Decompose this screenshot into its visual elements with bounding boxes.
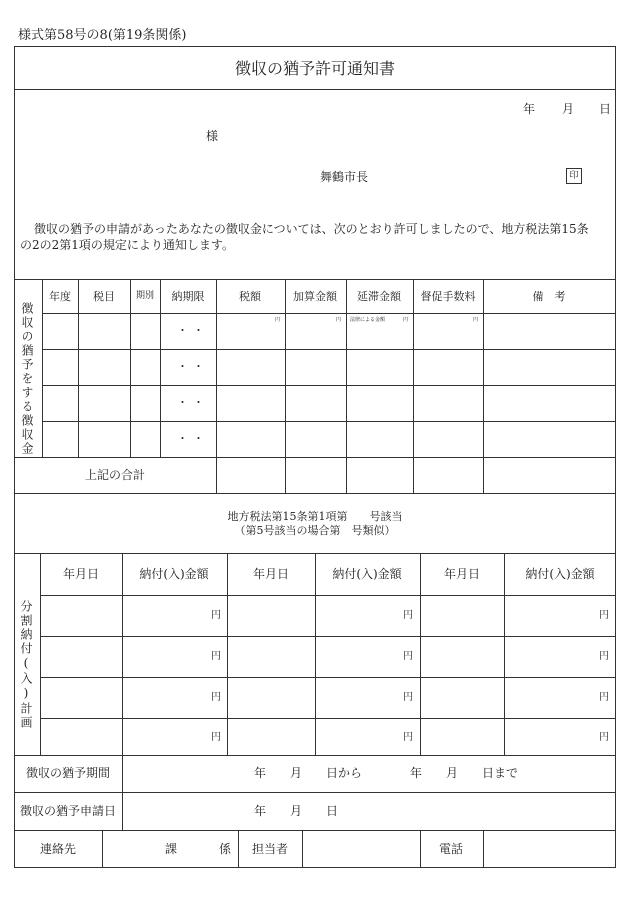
divider	[227, 553, 228, 755]
contact-phone-label: 電話	[438, 842, 464, 856]
table2-header-date-1: 年月日	[62, 567, 100, 581]
due-date-dot: ・	[177, 360, 188, 373]
divider	[130, 279, 131, 457]
divider	[14, 792, 616, 793]
divider	[160, 279, 161, 457]
due-date-dot: ・	[177, 432, 188, 445]
divider	[216, 279, 217, 493]
unit-yen: 円	[403, 692, 413, 703]
due-date-dot: ・	[177, 396, 188, 409]
legal-amount-note: 法律による金額	[350, 317, 386, 323]
contact-label: 連絡先	[39, 842, 77, 856]
unit-yen: 円	[403, 651, 413, 662]
divider	[42, 279, 43, 457]
table1-header-additional-amount: 加算金額	[293, 290, 337, 303]
divider	[14, 830, 616, 831]
divider	[14, 89, 616, 90]
divider	[122, 553, 123, 755]
table1-header-reminder-fee: 督促手数料	[420, 290, 476, 303]
due-date-dot: ・	[193, 396, 204, 409]
divider	[238, 830, 239, 868]
divider	[78, 279, 79, 457]
table2-header-amount-2: 納付(入)金額	[332, 567, 402, 581]
table2-header-amount-1: 納付(入)金額	[139, 567, 209, 581]
divider	[14, 493, 616, 494]
divider	[504, 553, 505, 755]
body-line-1: 徴収の猶予の申請があったあなたの徴収金については、次のとおり許可しましたので、地方税法第15条	[34, 222, 589, 236]
divider	[40, 595, 616, 596]
due-date-dot: ・	[177, 324, 188, 337]
divider	[483, 830, 484, 868]
unit-yen: 円	[402, 317, 408, 323]
law-reference-line-1: 地方税法第15条第1項第 号該当	[227, 510, 403, 523]
divider	[413, 279, 414, 493]
contact-person-label: 担当者	[251, 842, 289, 856]
unit-yen: 円	[403, 732, 413, 743]
table1-header-remarks: 備 考	[532, 290, 566, 303]
table1-header-late-fee: 延滞金額	[357, 290, 401, 303]
application-date-label: 徴収の猶予申請日	[19, 804, 117, 818]
date-month-label: 月	[562, 102, 575, 116]
divider	[420, 830, 421, 868]
divider	[42, 313, 616, 314]
contact-subsection-label: 係	[219, 842, 232, 856]
date-day-label: 日	[599, 102, 612, 116]
contact-section-label: 課	[165, 842, 178, 856]
law-reference-line-2: （第5号該当の場合第 号類似）	[234, 524, 396, 537]
divider	[42, 421, 616, 422]
table1-header-tax-item: 税目	[93, 290, 115, 303]
table1-header-period: 期別	[135, 291, 155, 301]
divider	[483, 279, 484, 493]
table1-header-fiscal-year: 年度	[49, 290, 71, 303]
form-reference: 様式第58号の8(第19条関係)	[18, 28, 187, 43]
divider	[40, 636, 616, 637]
table2-side-label: 分割納付(入)計画	[19, 600, 33, 730]
divider	[14, 279, 616, 280]
grace-period-value: 年 月 日から 年 月 日まで	[254, 766, 519, 780]
divider	[302, 830, 303, 868]
due-date-dot: ・	[193, 324, 204, 337]
body-line-2: の2の2第1項の規定により通知します。	[20, 238, 234, 252]
unit-yen: 円	[211, 732, 221, 743]
divider	[315, 553, 316, 755]
unit-yen: 円	[211, 692, 221, 703]
divider	[102, 830, 103, 868]
unit-yen: 円	[403, 610, 413, 621]
unit-yen: 円	[335, 317, 341, 323]
table2-header-date-3: 年月日	[443, 567, 481, 581]
unit-yen: 円	[599, 610, 609, 621]
divider	[14, 457, 616, 458]
unit-yen: 円	[599, 651, 609, 662]
divider	[420, 553, 421, 755]
application-date-value: 年 月 日	[254, 804, 339, 818]
table1-header-due-date: 納期限	[171, 290, 205, 303]
due-date-dot: ・	[193, 360, 204, 373]
divider	[40, 553, 41, 755]
grace-period-label: 徴収の猶予期間	[25, 766, 111, 780]
unit-yen: 円	[211, 651, 221, 662]
form-title: 徴収の猶予許可通知書	[234, 59, 396, 78]
unit-yen: 円	[599, 692, 609, 703]
unit-yen: 円	[274, 317, 280, 323]
unit-yen: 円	[211, 610, 221, 621]
unit-yen: 円	[599, 732, 609, 743]
divider	[14, 755, 616, 756]
issuer-name: 舞鶴市長	[320, 170, 369, 184]
table2-header-date-2: 年月日	[252, 567, 290, 581]
table1-header-tax-amount: 税額	[239, 290, 261, 303]
divider	[285, 279, 286, 493]
seal-mark: 印	[566, 168, 582, 184]
divider	[42, 349, 616, 350]
divider	[40, 677, 616, 678]
addressee-suffix: 様	[206, 129, 219, 143]
divider	[40, 718, 616, 719]
unit-yen: 円	[472, 317, 478, 323]
divider	[42, 385, 616, 386]
table2-header-amount-3: 納付(入)金額	[525, 567, 595, 581]
total-label: 上記の合計	[84, 468, 146, 482]
table1-side-label: 徴収の猶予をする徴収金	[20, 302, 34, 456]
date-year-label: 年	[523, 102, 536, 116]
divider	[346, 279, 347, 493]
due-date-dot: ・	[193, 432, 204, 445]
